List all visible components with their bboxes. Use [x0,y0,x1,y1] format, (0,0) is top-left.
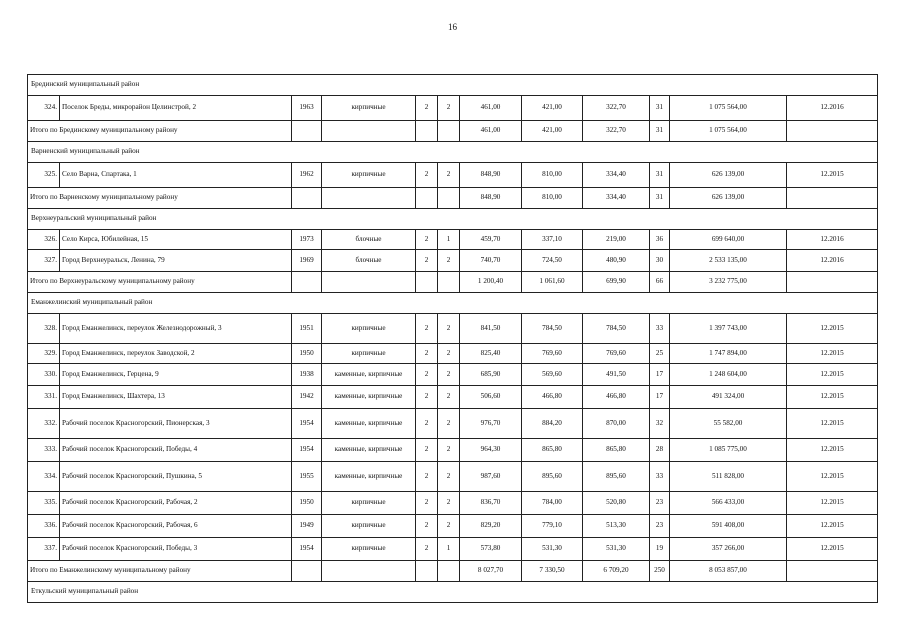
deadline-cell: 12.2015 [787,492,878,515]
total-area-cell: 836,70 [460,492,522,515]
wall-material-cell: кирпичные [322,515,416,538]
row-number: 330. [28,364,60,386]
address-cell: Город Еманжелинск, переулок Заводской, 2 [60,344,292,364]
address-cell: Рабочий поселок Красногорский, Рабочая, 6 [60,515,292,538]
entrances-cell: 2 [438,515,460,538]
year-cell: 1949 [292,515,322,538]
district-name: Варненский муниципальный район [28,142,878,163]
living-area-cell: 895,60 [522,462,583,492]
floors-cell: 2 [416,515,438,538]
total-area-cell: 964,30 [460,439,522,462]
table-row [28,492,878,515]
residential-area-cell: 531,30 [583,538,650,561]
entrances-cell: 2 [438,386,460,409]
residents-cell: 33 [650,462,670,492]
wall-material-cell: каменные, кирпичные [322,386,416,409]
total-area-cell: 976,70 [460,409,522,439]
living-area-cell: 810,00 [522,163,583,188]
cost-cell: 566 433,00 [670,492,787,515]
residential-area-cell: 784,50 [583,314,650,344]
floors-cell: 2 [416,439,438,462]
table-row [28,344,878,364]
living-area-sum: 421,00 [522,121,583,142]
row-number: 332. [28,409,60,439]
deadline-cell: 12.2015 [787,439,878,462]
total-area-sum: 848,90 [460,188,522,209]
cost-cell: 1 397 743,00 [670,314,787,344]
floors-cell: 2 [416,538,438,561]
cost-cell: 491 324,00 [670,386,787,409]
residents-sum: 250 [650,561,670,582]
empty-cell [322,561,416,582]
district-total-row [28,272,878,293]
district-name: Еткульский муниципальный район [28,582,878,603]
floors-cell: 2 [416,364,438,386]
row-number: 325. [28,163,60,188]
year-cell: 1955 [292,462,322,492]
floors-cell: 2 [416,250,438,272]
total-area-cell: 506,60 [460,386,522,409]
deadline-cell: 12.2015 [787,163,878,188]
entrances-cell: 1 [438,230,460,250]
entrances-cell: 2 [438,314,460,344]
total-label: Итого по Верхнеуральскому муниципальному району [28,272,292,293]
total-area-sum: 8 027,70 [460,561,522,582]
address-cell: Рабочий поселок Красногорский, Победы, 3 [60,538,292,561]
row-number: 336. [28,515,60,538]
address-cell: Село Кирса, Юбилейная, 15 [60,230,292,250]
entrances-cell: 1 [438,538,460,561]
table-row [28,364,878,386]
address-cell: Поселок Бреды, микрорайон Целинстрой, 2 [60,96,292,121]
year-cell: 1950 [292,492,322,515]
total-area-cell: 841,50 [460,314,522,344]
cost-sum: 1 075 564,00 [670,121,787,142]
wall-material-cell: кирпичные [322,344,416,364]
year-cell: 1942 [292,386,322,409]
residents-cell: 31 [650,96,670,121]
district-total-row [28,121,878,142]
deadline-cell: 12.2015 [787,515,878,538]
floors-cell: 2 [416,230,438,250]
table-row [28,250,878,272]
cost-cell: 511 828,00 [670,462,787,492]
cost-cell: 1 075 564,00 [670,96,787,121]
district-header-row [28,75,878,96]
table-row [28,439,878,462]
residents-cell: 32 [650,409,670,439]
residential-area-sum: 6 709,20 [583,561,650,582]
year-cell: 1963 [292,96,322,121]
living-area-cell: 884,20 [522,409,583,439]
deadline-cell: 12.2016 [787,250,878,272]
wall-material-cell: кирпичные [322,163,416,188]
total-area-cell: 740,70 [460,250,522,272]
wall-material-cell: кирпичные [322,96,416,121]
district-total-row [28,561,878,582]
wall-material-cell: каменные, кирпичные [322,364,416,386]
address-cell: Рабочий поселок Красногорский, Пионерская, 3 [60,409,292,439]
entrances-cell: 2 [438,409,460,439]
year-cell: 1969 [292,250,322,272]
living-area-cell: 779,10 [522,515,583,538]
empty-cell [438,121,460,142]
living-area-sum: 7 330,50 [522,561,583,582]
empty-cell [416,272,438,293]
address-cell: Город Еманжелинск, Шахтера, 13 [60,386,292,409]
residents-cell: 28 [650,439,670,462]
total-area-cell: 825,40 [460,344,522,364]
floors-cell: 2 [416,314,438,344]
year-cell: 1954 [292,409,322,439]
entrances-cell: 2 [438,492,460,515]
district-total-row [28,188,878,209]
district-name: Верхнеуральский муниципальный район [28,209,878,230]
row-number: 327. [28,250,60,272]
living-area-cell: 724,50 [522,250,583,272]
living-area-cell: 421,00 [522,96,583,121]
table-row [28,314,878,344]
empty-cell [292,188,322,209]
address-cell: Город Еманжелинск, Герцена, 9 [60,364,292,386]
total-area-cell: 459,70 [460,230,522,250]
empty-cell [416,188,438,209]
empty-cell [787,561,878,582]
table-row [28,409,878,439]
total-area-cell: 987,60 [460,462,522,492]
residents-sum: 31 [650,121,670,142]
district-header-row [28,142,878,163]
residential-area-cell: 219,00 [583,230,650,250]
living-area-cell: 531,30 [522,538,583,561]
empty-cell [416,561,438,582]
cost-cell: 357 266,00 [670,538,787,561]
residential-area-cell: 865,80 [583,439,650,462]
residents-sum: 66 [650,272,670,293]
table-row [28,386,878,409]
row-number: 329. [28,344,60,364]
total-label: Итого по Брединскому муниципальному району [28,121,292,142]
total-label: Итого по Еманжелинскому муниципальному району [28,561,292,582]
year-cell: 1973 [292,230,322,250]
total-area-sum: 1 200,40 [460,272,522,293]
residential-area-cell: 480,90 [583,250,650,272]
empty-cell [787,272,878,293]
floors-cell: 2 [416,409,438,439]
entrances-cell: 2 [438,250,460,272]
cost-cell: 626 139,00 [670,163,787,188]
floors-cell: 2 [416,462,438,492]
living-area-cell: 569,60 [522,364,583,386]
deadline-cell: 12.2016 [787,96,878,121]
cost-cell: 1 747 894,00 [670,344,787,364]
empty-cell [416,121,438,142]
residential-area-cell: 895,60 [583,462,650,492]
wall-material-cell: каменные, кирпичные [322,462,416,492]
row-number: 326. [28,230,60,250]
page-number: 16 [448,22,457,32]
cost-cell: 2 533 135,00 [670,250,787,272]
deadline-cell: 12.2015 [787,364,878,386]
residential-area-sum: 334,40 [583,188,650,209]
residential-area-sum: 322,70 [583,121,650,142]
cost-cell: 55 582,00 [670,409,787,439]
residents-cell: 23 [650,492,670,515]
row-number: 333. [28,439,60,462]
residents-cell: 33 [650,314,670,344]
empty-cell [787,121,878,142]
entrances-cell: 2 [438,462,460,492]
residential-area-cell: 322,70 [583,96,650,121]
cost-cell: 591 408,00 [670,515,787,538]
total-area-cell: 829,20 [460,515,522,538]
residential-area-cell: 491,50 [583,364,650,386]
empty-cell [322,272,416,293]
housing-table [27,74,878,603]
address-cell: Рабочий поселок Красногорский, Пушкина, 5 [60,462,292,492]
row-number: 334. [28,462,60,492]
empty-cell [438,561,460,582]
empty-cell [438,188,460,209]
table-row [28,96,878,121]
living-area-sum: 1 061,60 [522,272,583,293]
address-cell: Город Верхнеуральск, Ленина, 79 [60,250,292,272]
row-number: 328. [28,314,60,344]
entrances-cell: 2 [438,439,460,462]
residential-area-cell: 520,80 [583,492,650,515]
total-area-cell: 461,00 [460,96,522,121]
residents-cell: 25 [650,344,670,364]
living-area-cell: 337,10 [522,230,583,250]
residential-area-cell: 870,00 [583,409,650,439]
total-area-cell: 848,90 [460,163,522,188]
floors-cell: 2 [416,163,438,188]
district-header-row [28,293,878,314]
district-header-row [28,209,878,230]
address-cell: Город Еманжелинск, переулок Железнодорожный, 3 [60,314,292,344]
deadline-cell: 12.2015 [787,344,878,364]
living-area-cell: 769,60 [522,344,583,364]
deadline-cell: 12.2016 [787,230,878,250]
deadline-cell: 12.2015 [787,386,878,409]
empty-cell [292,121,322,142]
living-area-cell: 466,80 [522,386,583,409]
residential-area-cell: 513,30 [583,515,650,538]
wall-material-cell: каменные, кирпичные [322,439,416,462]
cost-sum: 626 139,00 [670,188,787,209]
wall-material-cell: кирпичные [322,492,416,515]
wall-material-cell: блочные [322,230,416,250]
floors-cell: 2 [416,386,438,409]
empty-cell [438,272,460,293]
wall-material-cell: блочные [322,250,416,272]
entrances-cell: 2 [438,364,460,386]
total-area-sum: 461,00 [460,121,522,142]
floors-cell: 2 [416,96,438,121]
year-cell: 1951 [292,314,322,344]
residents-cell: 36 [650,230,670,250]
row-number: 331. [28,386,60,409]
year-cell: 1954 [292,538,322,561]
address-cell: Село Варна, Спартака, 1 [60,163,292,188]
residents-cell: 31 [650,163,670,188]
living-area-sum: 810,00 [522,188,583,209]
wall-material-cell: каменные, кирпичные [322,409,416,439]
floors-cell: 2 [416,344,438,364]
deadline-cell: 12.2015 [787,462,878,492]
table-row [28,462,878,492]
year-cell: 1962 [292,163,322,188]
address-cell: Рабочий поселок Красногорский, Победы, 4 [60,439,292,462]
year-cell: 1950 [292,344,322,364]
district-name: Брединский муниципальный район [28,75,878,96]
empty-cell [322,121,416,142]
residential-area-sum: 699,90 [583,272,650,293]
empty-cell [292,272,322,293]
living-area-cell: 784,50 [522,314,583,344]
total-label: Итого по Варненскому муниципальному району [28,188,292,209]
cost-cell: 1 085 775,00 [670,439,787,462]
empty-cell [292,561,322,582]
table-row [28,163,878,188]
address-cell: Рабочий поселок Красногорский, Рабочая, 2 [60,492,292,515]
wall-material-cell: кирпичные [322,538,416,561]
living-area-cell: 865,80 [522,439,583,462]
total-area-cell: 685,90 [460,364,522,386]
residents-cell: 17 [650,364,670,386]
residential-area-cell: 466,80 [583,386,650,409]
floors-cell: 2 [416,492,438,515]
deadline-cell: 12.2015 [787,314,878,344]
district-name: Еманжелинский муниципальный район [28,293,878,314]
district-header-row [28,582,878,603]
residents-cell: 19 [650,538,670,561]
deadline-cell: 12.2015 [787,409,878,439]
year-cell: 1954 [292,439,322,462]
entrances-cell: 2 [438,344,460,364]
empty-cell [787,188,878,209]
year-cell: 1938 [292,364,322,386]
deadline-cell: 12.2015 [787,538,878,561]
row-number: 324. [28,96,60,121]
residential-area-cell: 769,60 [583,344,650,364]
entrances-cell: 2 [438,163,460,188]
row-number: 335. [28,492,60,515]
living-area-cell: 784,00 [522,492,583,515]
wall-material-cell: кирпичные [322,314,416,344]
cost-sum: 3 232 775,00 [670,272,787,293]
table-row [28,538,878,561]
cost-cell: 699 640,00 [670,230,787,250]
row-number: 337. [28,538,60,561]
cost-cell: 1 248 604,00 [670,364,787,386]
residents-cell: 17 [650,386,670,409]
entrances-cell: 2 [438,96,460,121]
residents-cell: 30 [650,250,670,272]
total-area-cell: 573,80 [460,538,522,561]
cost-sum: 8 053 857,00 [670,561,787,582]
table-row [28,515,878,538]
residential-area-cell: 334,40 [583,163,650,188]
residents-cell: 23 [650,515,670,538]
table-row [28,230,878,250]
empty-cell [322,188,416,209]
residents-sum: 31 [650,188,670,209]
